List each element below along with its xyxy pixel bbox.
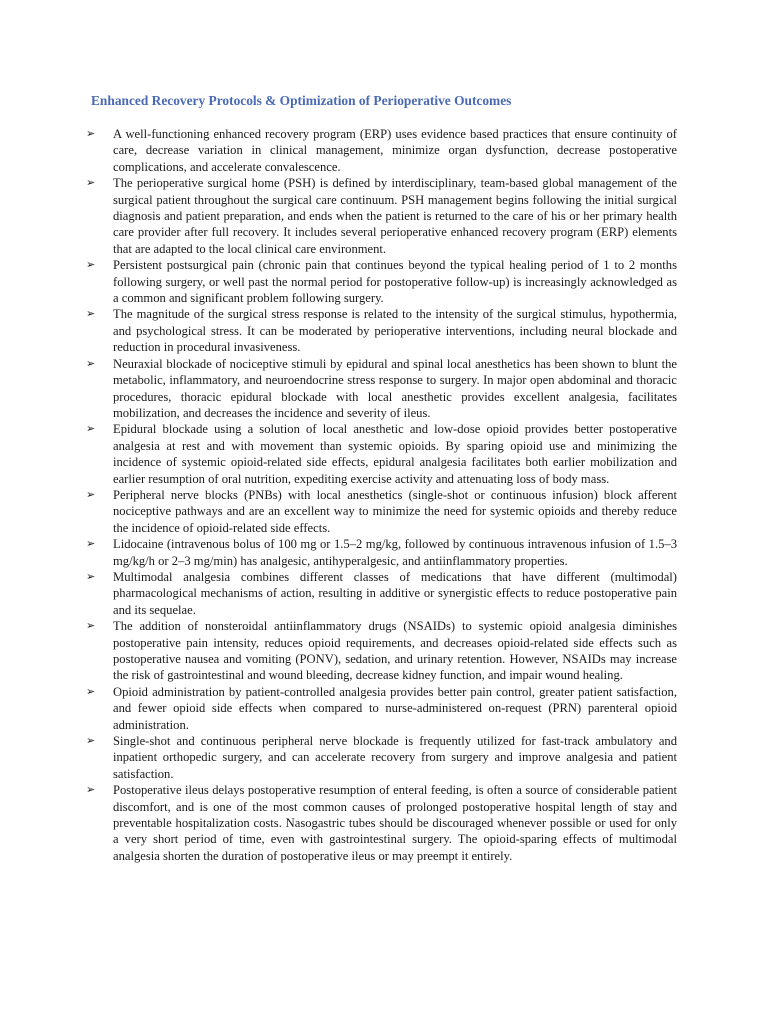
arrowhead-bullet-icon [86,175,95,191]
arrowhead-bullet-icon [86,126,95,142]
bullet-text: The perioperative surgical home (PSH) is defined by interdisciplinary, team-based global management of the surgical patient throughout the surgical care continuum. PSH management begins following the initial surgical diagnosis and patient preparation, and ends when the patient is returned to the care of his or her primary health care provider after full recovery. It includes several perioperative enhanced recovery program (ERP) elements that are adapted to the local clinical care environment. [113,176,677,256]
arrowhead-bullet-icon [86,733,95,749]
bullet-item [113,421,677,487]
bullet-item [113,487,677,536]
bullet-item [113,782,677,864]
arrowhead-bullet-icon [86,536,95,552]
bullet-text: Opioid administration by patient-controlled analgesia provides better pain control, greater patient satisfaction, and fewer opioid side effects when compared to nurse-administered on-request (PRN) parenteral opioid administration. [113,684,677,732]
arrowhead-bullet-icon [86,684,95,700]
bullet-text: Neuraxial blockade of nociceptive stimuli by epidural and spinal local anesthetics has been shown to blunt the metabolic, inflammatory, and neuroendocrine stress response to surgery. In major open abdominal and thoracic procedures, thoracic epidural blockade with local anesthetic provides excellent analgesia, facilitates mobilization, and decreases the incidence and severity of ileus. [113,356,677,420]
arrowhead-bullet-icon [86,569,95,585]
bullet-item [113,175,677,257]
bullet-text: The addition of nonsteroidal antiinflammatory drugs (NSAIDs) to systemic opioid analgesia diminishes postoperative pain intensity, reduces opioid requirements, and decreases opioid-related side effects such as postoperative nausea and vomiting (PONV), sedation, and urinary retention. However, NSAIDs may increase the risk of gastrointestinal and wound bleeding, decrease kidney function, and impair wound healing. [113,619,677,683]
bullet-item [113,733,677,782]
arrowhead-bullet-icon [86,618,95,634]
bullet-text: Single-shot and continuous peripheral nerve blockade is frequently utilized for fast-track ambulatory and inpatient orthopedic surgery, and can accelerate recovery from surgery and improve analgesia and patient satisfaction. [113,734,677,781]
arrowhead-bullet-icon [86,306,95,322]
arrowhead-bullet-icon [86,257,95,273]
bullet-text: The magnitude of the surgical stress response is related to the intensity of the surgical stimulus, hypothermia, and psychological stress. It can be moderated by perioperative interventions, including neural blockade and reduction in procedural invasiveness. [113,307,677,355]
document-title: Enhanced Recovery Protocols & Optimization of Perioperative Outcomes [91,93,512,108]
bullet-item [113,618,677,684]
bullet-text: Epidural blockade using a solution of local anesthetic and low-dose opioid provides better postoperative analgesia at rest and with movement than systemic opioids. By sparing opioid use and minimizing the incidence of systemic opioid-related side effects, epidural analgesia facilitates both earlier mobilization and earlier resumption of oral nutrition, expediting exercise activity and attenuating loss of body mass. [113,422,677,486]
bullet-item [113,569,677,618]
bullet-item [113,126,677,175]
bullet-text: Lidocaine (intravenous bolus of 100 mg or 1.5–2 mg/kg, followed by continuous intravenous infusion of 1.5–3 mg/kg/h or 2–3 mg/min) has analgesic, antihyperalgesic, and antiinflammatory properties. [113,537,677,568]
bullet-item [113,356,677,422]
bullet-text: Persistent postsurgical pain (chronic pain that continues beyond the typical healing period of 1 to 2 months following surgery, or well past the normal period for postoperative follow-up) is increasingly acknowledged as a common and significant problem following surgery. [113,258,677,306]
bullet-item [113,306,677,355]
bullet-item [113,257,677,306]
bullet-item [113,684,677,733]
arrowhead-bullet-icon [86,782,95,798]
bullet-text: Postoperative ileus delays postoperative resumption of enteral feeding, is often a source of considerable patient discomfort, and is one of the most common causes of prolonged postoperative hospital length of stay and preventable hospitalization costs. Nasogastric tubes should be discouraged whenever possible or used for only a very short period of time, even with gastrointestinal surgery. The opioid-sparing effects of multimodal analgesia shorten the duration of postoperative ileus or may preempt it entirely. [113,783,677,863]
bullet-item [113,536,677,569]
bullet-text: Peripheral nerve blocks (PNBs) with local anesthetics (single-shot or continuous infusion) block afferent nociceptive pathways and are an excellent way to minimize the need for systemic opioids and thereby reduce the incidence of opioid-related side effects. [113,487,677,535]
bullet-list [0,126,768,864]
arrowhead-bullet-icon [86,421,95,437]
bullet-text: A well-functioning enhanced recovery program (ERP) uses evidence based practices that ensure continuity of care, decrease variation in clinical management, minimize organ dysfunction, decrease postoperative complications, and accelerate convalescence. [113,127,677,174]
arrowhead-bullet-icon [86,356,95,372]
bullet-text: Multimodal analgesia combines different classes of medications that have different (multimodal) pharmacological mechanisms of action, resulting in additive or synergistic effects to reduce postoperative pain and its sequelae. [113,569,677,617]
arrowhead-bullet-icon [86,487,95,503]
